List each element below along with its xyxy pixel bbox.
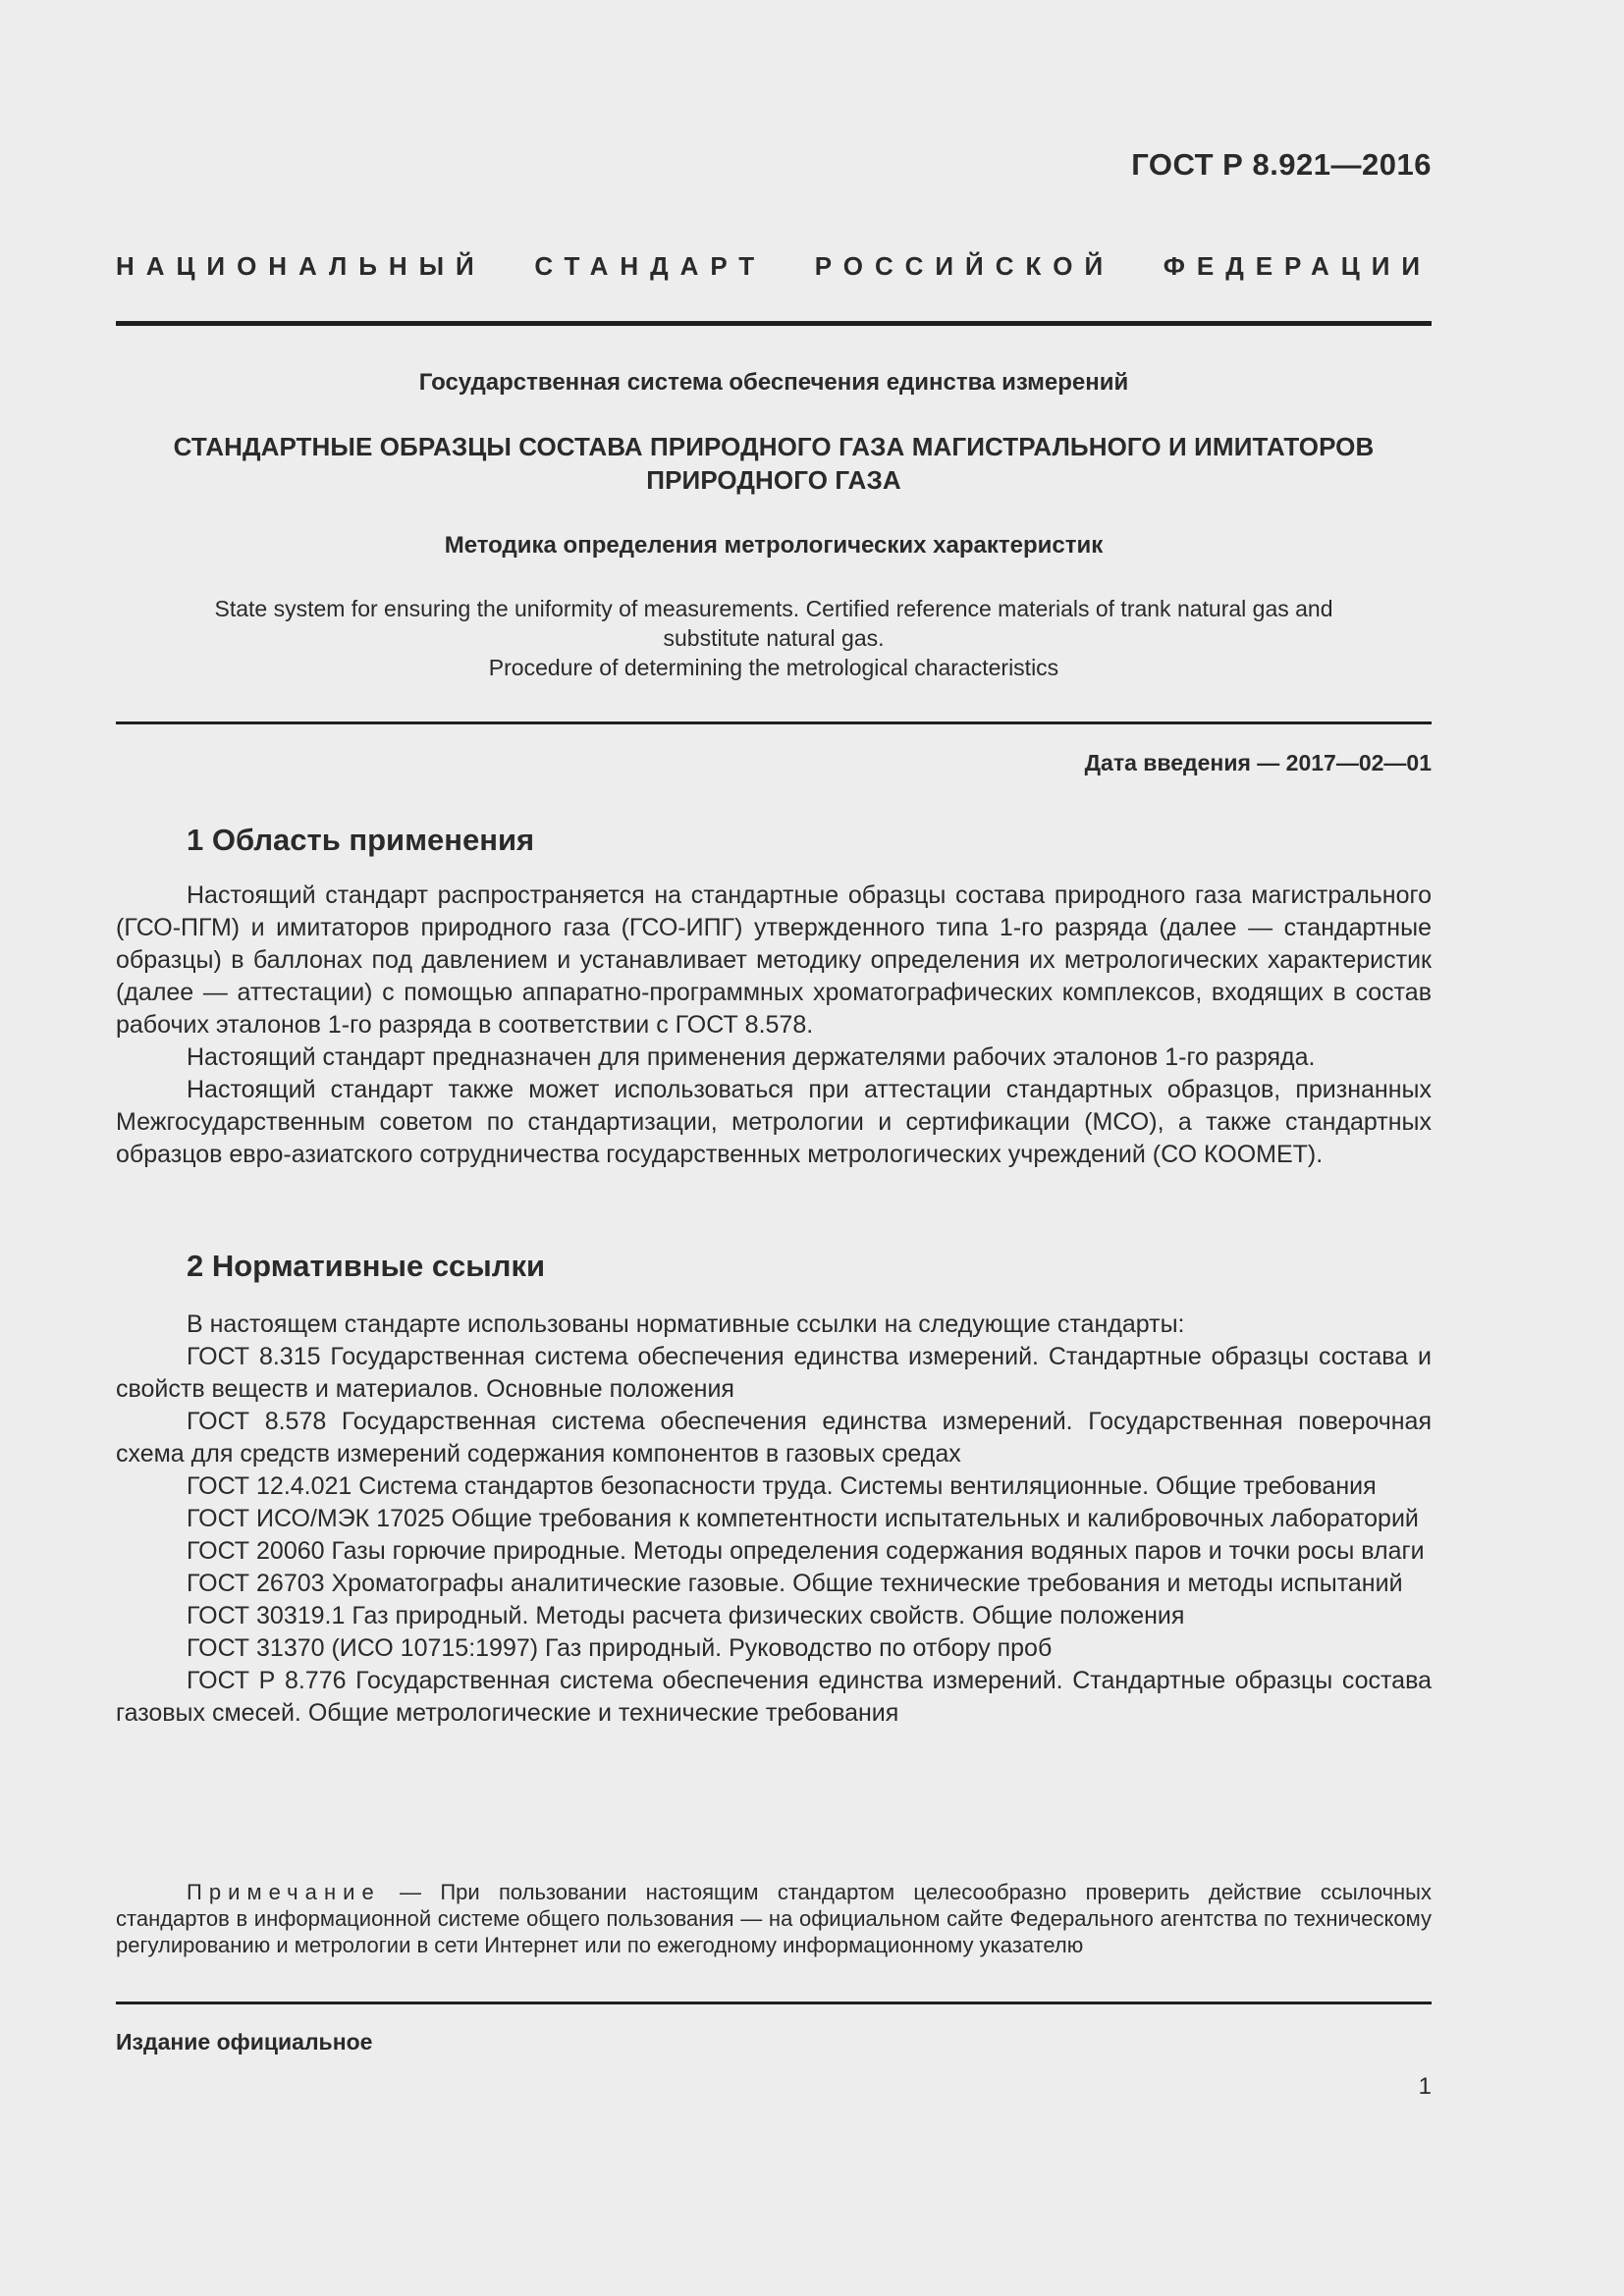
section-2-title: 2 Нормативные ссылки — [187, 1249, 546, 1283]
reference-item: ГОСТ 31370 (ИСО 10715:1997) Газ природный. Руководство по отбору проб — [187, 1634, 1053, 1662]
reference-item: ГОСТ 12.4.021 Система стандартов безопасности труда. Системы вентиляционные. Общие требования — [187, 1472, 1377, 1500]
national-standard-heading: НАЦИОНАЛЬНЫЙ СТАНДАРТ РОССИЙСКОЙ ФЕДЕРАЦИИ — [116, 251, 1432, 281]
reference-item: ГОСТ 20060 Газы горючие природные. Методы определения содержания водяных паров и точки росы влаги — [187, 1537, 1425, 1565]
section-1-paragraph: Настоящий стандарт предназначен для применения держателями рабочих эталонов 1-го разряда. — [187, 1043, 1316, 1071]
reference-item: ГОСТ 8.315 Государственная система обеспечения единства измерений. Стандартные образцы состава и свойств веществ и материалов. Основные положения — [116, 1343, 1432, 1403]
reference-item: ГОСТ ИСО/МЭК 17025 Общие требования к компетентности испытательных и калибровочных лабораторий — [187, 1505, 1419, 1532]
document-title — [116, 430, 1432, 497]
reference-paragraph: В настоящем стандарте использованы нормативные ссылки на следующие стандарты: — [187, 1310, 1185, 1338]
footer-divider — [116, 2002, 1432, 2004]
document-subtitle: Методика определения метрологических характеристик — [444, 532, 1104, 559]
english-title-line-1: State system for ensuring the uniformity of measurements. Certified reference materials of trank natural gas and — [214, 596, 1333, 621]
section-2-body — [116, 1308, 1432, 1730]
section-1-body — [116, 880, 1432, 1171]
document-code: ГОСТ Р 8.921—2016 — [1131, 147, 1432, 182]
section-1-title: 1 Область применения — [187, 823, 535, 857]
reference-note — [116, 1879, 1432, 1958]
reference-item: ГОСТ 30319.1 Газ природный. Методы расчета физических свойств. Общие положения — [187, 1602, 1185, 1629]
document-page — [116, 0, 1432, 2296]
english-title-line-3: Procedure of determining the metrological characteristics — [488, 655, 1059, 680]
document-title-line-1: СТАНДАРТНЫЕ ОБРАЗЦЫ СОСТАВА ПРИРОДНОГО ГАЗА МАГИСТРАЛЬНОГО И ИМИТАТОРОВ — [173, 432, 1375, 461]
note-paragraph — [116, 1879, 1432, 1958]
reference-item: ГОСТ Р 8.776 Государственная система обеспечения единства измерений. Стандартные образцы состава газовых смесей. Общие метрологические и технические требования — [116, 1667, 1432, 1727]
system-title: Государственная система обеспечения единства измерений — [418, 369, 1129, 396]
header-divider — [116, 321, 1432, 326]
page-number: 1 — [1418, 2073, 1432, 2100]
introduction-date: Дата введения — 2017—02—01 — [1084, 750, 1432, 775]
section-1-paragraph: Настоящий стандарт распространяется на стандартные образцы состава природного газа магистрального (ГСО-ПГМ) и имитаторов природного газа (ГСО-ИПГ) утвержденного типа 1-го разряда (далее — стандартные образцы) в баллонах под давлением и устанавливает методику определения их метрологических характеристик (далее — аттестации) с помощью аппаратно-программных хроматографических комплексов, входящих в состав рабочих эталонов 1-го разряда в соответствии с ГОСТ 8.578. — [116, 881, 1432, 1039]
reference-item: ГОСТ 8.578 Государственная система обеспечения единства измерений. Государственная поверочная схема для средств измерений содержания компонентов в газовых средах — [116, 1408, 1432, 1468]
title-block-divider — [116, 721, 1432, 724]
reference-item: ГОСТ 26703 Хроматографы аналитические газовые. Общие технические требования и методы испытаний — [187, 1570, 1403, 1597]
english-title — [116, 594, 1432, 682]
english-title-line-2: substitute natural gas. — [663, 625, 885, 651]
note-label: Примечание — [187, 1880, 381, 1904]
section-1-paragraph: Настоящий стандарт также может использоваться при аттестации стандартных образцов, признанных Межгосударственным советом по стандартизации, метрологии и сертификации (МСО), а также стандартных образцов евро-азиатского сотрудничества государственных метрологических учреждений (СО КООМЕТ). — [116, 1076, 1432, 1168]
note-text: — При пользовании настоящим стандартом целесообразно проверить действие ссылочных стандартов в информационной системе общего пользования — на официальном сайте Федерального агентства по техническому регулированию и метрологии в сети Интернет или по ежегодному информационному указателю — [116, 1880, 1432, 1957]
document-title-line-2: ПРИРОДНОГО ГАЗА — [646, 465, 901, 495]
official-edition-label: Издание официальное — [116, 2029, 373, 2055]
